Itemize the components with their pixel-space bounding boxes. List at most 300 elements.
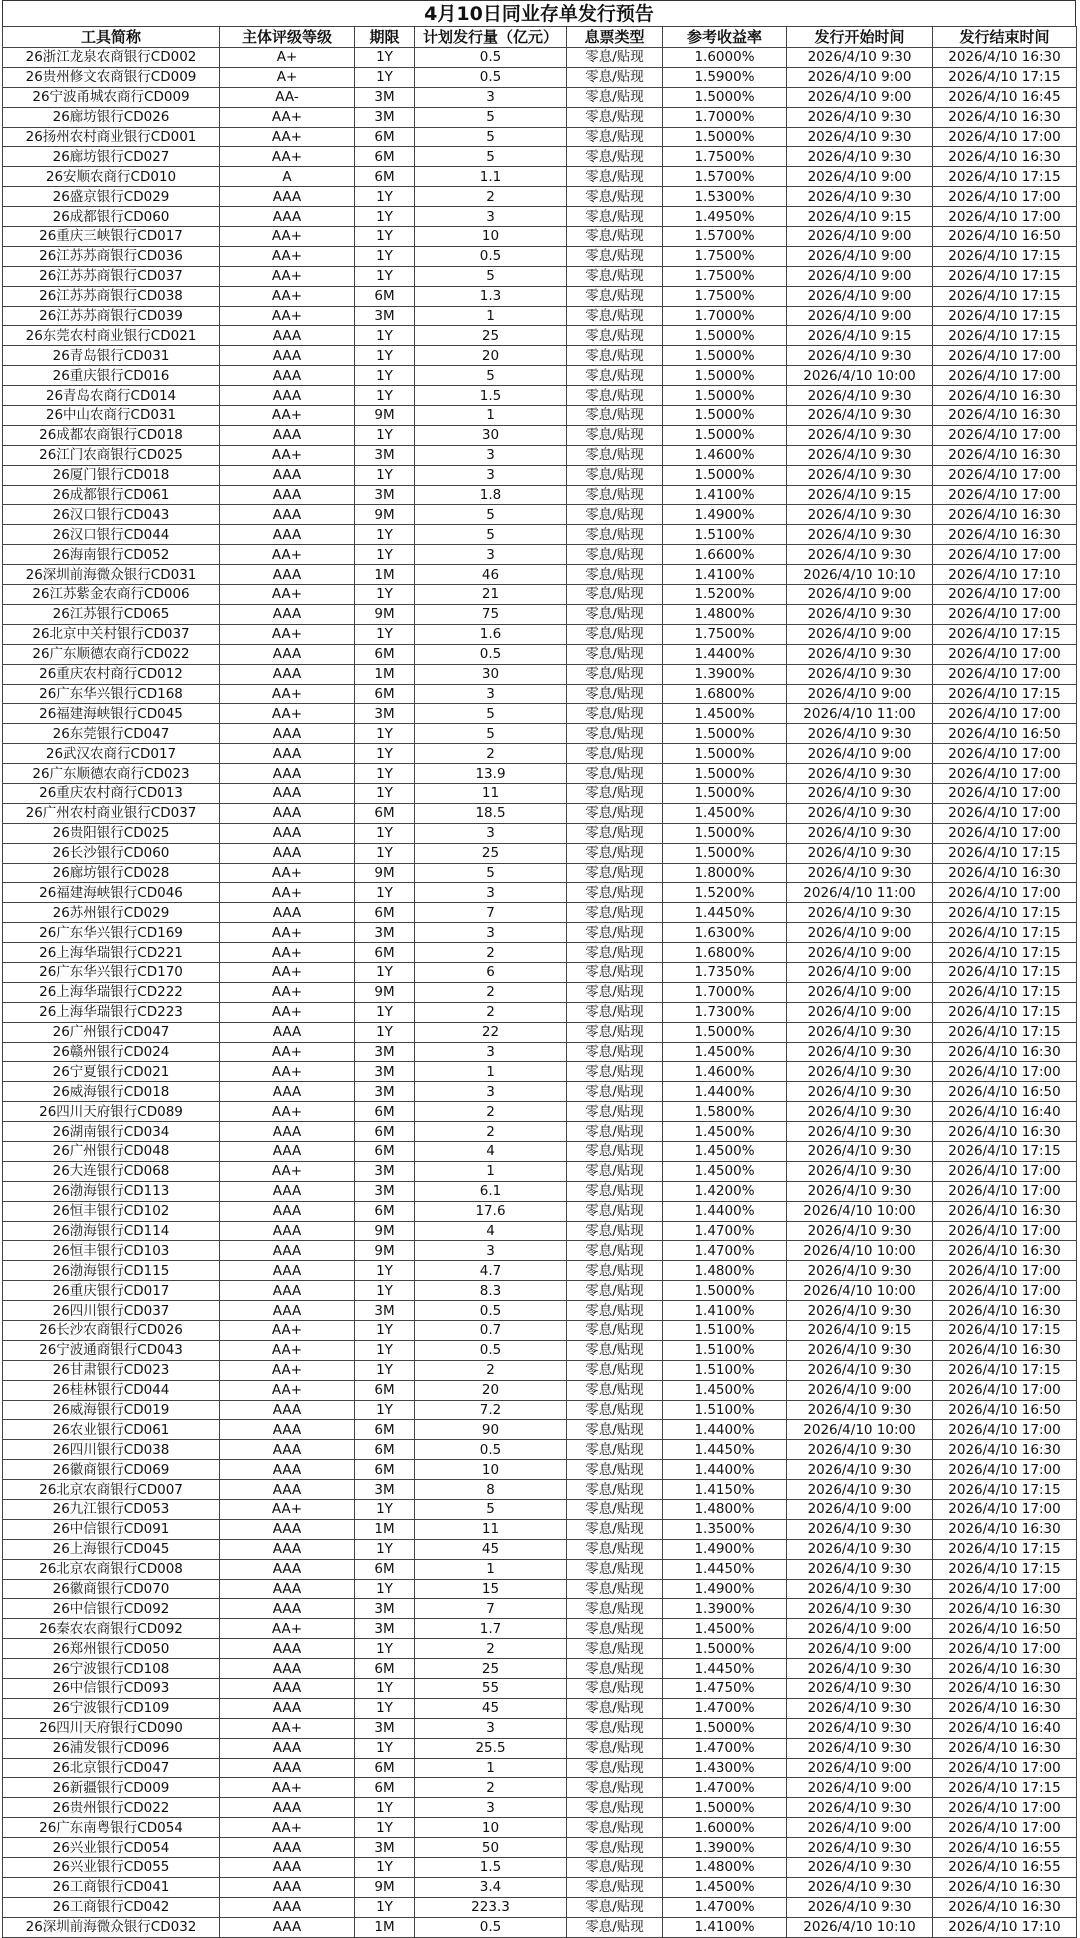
cell-yield: 1.5000% xyxy=(663,127,787,147)
cell-name: 26甘肃银行CD023 xyxy=(3,1360,220,1380)
cell-rating: AAA xyxy=(220,525,355,545)
table-row xyxy=(3,923,1077,943)
cell-coupon-type: 零息/贴现 xyxy=(567,1798,663,1818)
cell-end: 2026/4/10 17:15 xyxy=(933,1321,1077,1341)
table-row xyxy=(3,903,1077,923)
cell-coupon-type: 零息/贴现 xyxy=(567,425,663,445)
table-row xyxy=(3,1440,1077,1460)
cell-name: 26江苏苏商银行CD038 xyxy=(3,286,220,306)
cell-coupon-type: 零息/贴现 xyxy=(567,863,663,883)
cell-coupon-type: 零息/贴现 xyxy=(567,1122,663,1142)
cell-end: 2026/4/10 17:00 xyxy=(933,823,1077,843)
cell-amount: 30 xyxy=(415,425,567,445)
cell-rating: AAA xyxy=(220,485,355,505)
cell-term: 6M xyxy=(355,1778,415,1798)
cell-end: 2026/4/10 16:40 xyxy=(933,1718,1077,1738)
cell-rating: AAA xyxy=(220,1798,355,1818)
cell-rating: AAA xyxy=(220,1460,355,1480)
cell-amount: 0.7 xyxy=(415,1321,567,1341)
cell-start: 2026/4/10 11:00 xyxy=(787,883,933,903)
table-row xyxy=(3,127,1077,147)
cell-name: 26农业银行CD061 xyxy=(3,1420,220,1440)
cell-term: 6M xyxy=(355,943,415,963)
cell-coupon-type: 零息/贴现 xyxy=(567,445,663,465)
cell-start: 2026/4/10 10:00 xyxy=(787,1241,933,1261)
cell-rating: AA+ xyxy=(220,585,355,605)
cell-amount: 3 xyxy=(415,1241,567,1261)
cell-yield: 1.7350% xyxy=(663,962,787,982)
cell-amount: 3 xyxy=(415,1798,567,1818)
cell-name: 26徽商银行CD070 xyxy=(3,1579,220,1599)
cell-name: 26深圳前海微众银行CD031 xyxy=(3,565,220,585)
cell-name: 26广州银行CD048 xyxy=(3,1141,220,1161)
cell-amount: 22 xyxy=(415,1022,567,1042)
cell-term: 9M xyxy=(355,1241,415,1261)
cell-term: 1Y xyxy=(355,1321,415,1341)
cell-start: 2026/4/10 9:30 xyxy=(787,445,933,465)
table-row xyxy=(3,386,1077,406)
cell-coupon-type: 零息/贴现 xyxy=(567,1897,663,1917)
cell-name: 26恒丰银行CD102 xyxy=(3,1201,220,1221)
cell-yield: 1.5000% xyxy=(663,1639,787,1659)
cell-coupon-type: 零息/贴现 xyxy=(567,604,663,624)
cell-amount: 3.4 xyxy=(415,1877,567,1897)
cell-name: 26恒丰银行CD103 xyxy=(3,1241,220,1261)
cell-coupon-type: 零息/贴现 xyxy=(567,1599,663,1619)
cell-start: 2026/4/10 10:00 xyxy=(787,366,933,386)
cell-start: 2026/4/10 10:00 xyxy=(787,1281,933,1301)
cell-yield: 1.5000% xyxy=(663,783,787,803)
cell-term: 1M xyxy=(355,1917,415,1937)
table-row xyxy=(3,1281,1077,1301)
cell-amount: 1 xyxy=(415,1758,567,1778)
cell-name: 26四川天府银行CD089 xyxy=(3,1102,220,1122)
cell-yield: 1.4500% xyxy=(663,1161,787,1181)
cell-amount: 25 xyxy=(415,843,567,863)
cell-coupon-type: 零息/贴现 xyxy=(567,326,663,346)
cell-rating: AAA xyxy=(220,644,355,664)
cell-term: 6M xyxy=(355,1141,415,1161)
cell-end: 2026/4/10 17:15 xyxy=(933,246,1077,266)
cell-start: 2026/4/10 9:00 xyxy=(787,1639,933,1659)
table-row xyxy=(3,406,1077,426)
table-row xyxy=(3,87,1077,107)
cell-coupon-type: 零息/贴现 xyxy=(567,1758,663,1778)
cell-yield: 1.4700% xyxy=(663,1698,787,1718)
cell-rating: AA+ xyxy=(220,704,355,724)
cell-end: 2026/4/10 16:30 xyxy=(933,1738,1077,1758)
cell-coupon-type: 零息/贴现 xyxy=(567,1718,663,1738)
cell-end: 2026/4/10 17:00 xyxy=(933,664,1077,684)
cell-end: 2026/4/10 17:00 xyxy=(933,704,1077,724)
cell-name: 26四川银行CD037 xyxy=(3,1301,220,1321)
cell-start: 2026/4/10 9:30 xyxy=(787,1897,933,1917)
cell-amount: 3 xyxy=(415,87,567,107)
cell-rating: AAA xyxy=(220,207,355,227)
cell-yield: 1.5100% xyxy=(663,1321,787,1341)
cell-rating: AAA xyxy=(220,187,355,207)
cell-term: 1Y xyxy=(355,187,415,207)
cell-end: 2026/4/10 17:00 xyxy=(933,187,1077,207)
cell-amount: 5 xyxy=(415,863,567,883)
cell-start: 2026/4/10 9:00 xyxy=(787,306,933,326)
cell-end: 2026/4/10 17:15 xyxy=(933,286,1077,306)
cell-amount: 50 xyxy=(415,1838,567,1858)
cell-rating: AAA xyxy=(220,1221,355,1241)
cell-amount: 2 xyxy=(415,1122,567,1142)
cell-coupon-type: 零息/贴现 xyxy=(567,1619,663,1639)
cell-term: 1Y xyxy=(355,962,415,982)
cell-end: 2026/4/10 17:10 xyxy=(933,565,1077,585)
cell-yield: 1.4900% xyxy=(663,1539,787,1559)
cell-term: 3M xyxy=(355,485,415,505)
cell-amount: 18.5 xyxy=(415,803,567,823)
cell-end: 2026/4/10 16:30 xyxy=(933,863,1077,883)
cell-rating: AAA xyxy=(220,565,355,585)
cell-rating: AAA xyxy=(220,1241,355,1261)
cell-coupon-type: 零息/贴现 xyxy=(567,525,663,545)
cell-coupon-type: 零息/贴现 xyxy=(567,624,663,644)
cell-rating: AA+ xyxy=(220,1002,355,1022)
cell-yield: 1.4900% xyxy=(663,505,787,525)
cell-end: 2026/4/10 17:15 xyxy=(933,962,1077,982)
cell-rating: AA- xyxy=(220,87,355,107)
cell-yield: 1.5000% xyxy=(663,843,787,863)
cell-start: 2026/4/10 9:30 xyxy=(787,1102,933,1122)
table-row xyxy=(3,48,1077,68)
cell-coupon-type: 零息/贴现 xyxy=(567,744,663,764)
cell-name: 26贵州银行CD022 xyxy=(3,1798,220,1818)
cell-term: 9M xyxy=(355,1221,415,1241)
cell-term: 1Y xyxy=(355,246,415,266)
table-row xyxy=(3,565,1077,585)
col-header-coupon-type: 息票类型 xyxy=(567,27,663,48)
cell-rating: AAA xyxy=(220,1579,355,1599)
cell-name: 26宁波银行CD109 xyxy=(3,1698,220,1718)
cell-name: 26东莞农村商业银行CD021 xyxy=(3,326,220,346)
cell-name: 26深圳前海微众银行CD032 xyxy=(3,1917,220,1937)
cell-end: 2026/4/10 16:30 xyxy=(933,445,1077,465)
cell-yield: 1.5200% xyxy=(663,585,787,605)
cell-start: 2026/4/10 9:30 xyxy=(787,187,933,207)
cell-coupon-type: 零息/贴现 xyxy=(567,1201,663,1221)
cell-name: 26北京农商银行CD007 xyxy=(3,1480,220,1500)
col-header-name: 工具简称 xyxy=(3,27,220,48)
cell-amount: 0.5 xyxy=(415,1301,567,1321)
cell-end: 2026/4/10 16:30 xyxy=(933,1679,1077,1699)
table-row xyxy=(3,1082,1077,1102)
cell-amount: 3 xyxy=(415,1718,567,1738)
cell-amount: 8 xyxy=(415,1480,567,1500)
cell-term: 1Y xyxy=(355,525,415,545)
cell-amount: 1.6 xyxy=(415,624,567,644)
cell-amount: 0.5 xyxy=(415,246,567,266)
cell-rating: AA+ xyxy=(220,624,355,644)
table-row xyxy=(3,227,1077,247)
table-row xyxy=(3,704,1077,724)
cell-amount: 1 xyxy=(415,406,567,426)
cell-coupon-type: 零息/贴现 xyxy=(567,207,663,227)
table-row xyxy=(3,1002,1077,1022)
table-row xyxy=(3,1659,1077,1679)
cell-yield: 1.5700% xyxy=(663,167,787,187)
cell-coupon-type: 零息/贴现 xyxy=(567,107,663,127)
cell-coupon-type: 零息/贴现 xyxy=(567,465,663,485)
cell-term: 1Y xyxy=(355,1539,415,1559)
cell-start: 2026/4/10 10:00 xyxy=(787,1420,933,1440)
cell-amount: 30 xyxy=(415,664,567,684)
cell-name: 26广东顺德农商行CD022 xyxy=(3,644,220,664)
table-row xyxy=(3,286,1077,306)
cell-coupon-type: 零息/贴现 xyxy=(567,803,663,823)
table-row xyxy=(3,1599,1077,1619)
cell-coupon-type: 零息/贴现 xyxy=(567,505,663,525)
cell-rating: AAA xyxy=(220,1838,355,1858)
cell-yield: 1.4750% xyxy=(663,1679,787,1699)
cell-rating: AAA xyxy=(220,1420,355,1440)
cell-coupon-type: 零息/贴现 xyxy=(567,1480,663,1500)
cell-rating: AAA xyxy=(220,664,355,684)
cell-coupon-type: 零息/贴现 xyxy=(567,943,663,963)
cell-term: 6M xyxy=(355,1102,415,1122)
cell-yield: 1.5000% xyxy=(663,406,787,426)
cell-amount: 4 xyxy=(415,1221,567,1241)
table-row xyxy=(3,366,1077,386)
cell-start: 2026/4/10 9:30 xyxy=(787,1659,933,1679)
table-row xyxy=(3,1321,1077,1341)
cell-name: 26廊坊银行CD028 xyxy=(3,863,220,883)
cell-name: 26江苏紫金农商行CD006 xyxy=(3,585,220,605)
cell-name: 26江苏银行CD065 xyxy=(3,604,220,624)
table-row xyxy=(3,207,1077,227)
cell-start: 2026/4/10 9:30 xyxy=(787,127,933,147)
table-row xyxy=(3,246,1077,266)
cell-end: 2026/4/10 17:00 xyxy=(933,1161,1077,1181)
cell-coupon-type: 零息/贴现 xyxy=(567,1082,663,1102)
cell-amount: 13.9 xyxy=(415,764,567,784)
cell-term: 6M xyxy=(355,803,415,823)
cell-end: 2026/4/10 17:00 xyxy=(933,1639,1077,1659)
cell-end: 2026/4/10 17:00 xyxy=(933,465,1077,485)
cell-term: 3M xyxy=(355,1181,415,1201)
cell-name: 26上海华瑞银行CD221 xyxy=(3,943,220,963)
cell-yield: 1.4700% xyxy=(663,1778,787,1798)
cell-start: 2026/4/10 9:00 xyxy=(787,982,933,1002)
cell-name: 26上海华瑞银行CD223 xyxy=(3,1002,220,1022)
cell-end: 2026/4/10 17:00 xyxy=(933,744,1077,764)
cell-start: 2026/4/10 9:30 xyxy=(787,1181,933,1201)
cell-rating: AAA xyxy=(220,744,355,764)
cell-term: 1Y xyxy=(355,1738,415,1758)
table-row xyxy=(3,843,1077,863)
cell-rating: AA+ xyxy=(220,982,355,1002)
cell-rating: AAA xyxy=(220,1141,355,1161)
cell-coupon-type: 零息/贴现 xyxy=(567,1500,663,1520)
cell-coupon-type: 零息/贴现 xyxy=(567,1340,663,1360)
table-row xyxy=(3,1818,1077,1838)
table-row xyxy=(3,1460,1077,1480)
cell-term: 9M xyxy=(355,604,415,624)
cell-yield: 1.4450% xyxy=(663,1559,787,1579)
cell-amount: 8.3 xyxy=(415,1281,567,1301)
cell-yield: 1.4600% xyxy=(663,1062,787,1082)
table-row xyxy=(3,883,1077,903)
cell-term: 3M xyxy=(355,1161,415,1181)
cell-start: 2026/4/10 9:30 xyxy=(787,1738,933,1758)
table-row xyxy=(3,1480,1077,1500)
cell-coupon-type: 零息/贴现 xyxy=(567,147,663,167)
table-row xyxy=(3,664,1077,684)
cell-end: 2026/4/10 17:00 xyxy=(933,644,1077,664)
cell-name: 26渤海银行CD115 xyxy=(3,1261,220,1281)
table-row xyxy=(3,1340,1077,1360)
cell-amount: 11 xyxy=(415,783,567,803)
cell-term: 6M xyxy=(355,1420,415,1440)
cell-name: 26郑州银行CD050 xyxy=(3,1639,220,1659)
cell-yield: 1.8000% xyxy=(663,863,787,883)
cell-yield: 1.6300% xyxy=(663,923,787,943)
cell-yield: 1.4500% xyxy=(663,1122,787,1142)
cell-end: 2026/4/10 16:30 xyxy=(933,1659,1077,1679)
cell-coupon-type: 零息/贴现 xyxy=(567,1022,663,1042)
cell-coupon-type: 零息/贴现 xyxy=(567,724,663,744)
cell-start: 2026/4/10 9:30 xyxy=(787,843,933,863)
cell-end: 2026/4/10 16:50 xyxy=(933,1619,1077,1639)
table-row xyxy=(3,1679,1077,1699)
table-row xyxy=(3,982,1077,1002)
cell-coupon-type: 零息/贴现 xyxy=(567,962,663,982)
cell-term: 1Y xyxy=(355,48,415,68)
cell-start: 2026/4/10 9:00 xyxy=(787,943,933,963)
cell-name: 26宁波银行CD108 xyxy=(3,1659,220,1679)
cell-start: 2026/4/10 9:30 xyxy=(787,107,933,127)
cell-coupon-type: 零息/贴现 xyxy=(567,306,663,326)
table-row xyxy=(3,1141,1077,1161)
cell-name: 26兴业银行CD054 xyxy=(3,1838,220,1858)
cell-coupon-type: 零息/贴现 xyxy=(567,1321,663,1341)
cell-amount: 46 xyxy=(415,565,567,585)
cell-start: 2026/4/10 9:30 xyxy=(787,1679,933,1699)
cell-coupon-type: 零息/贴现 xyxy=(567,1301,663,1321)
cell-coupon-type: 零息/贴现 xyxy=(567,1400,663,1420)
cell-yield: 1.4450% xyxy=(663,1659,787,1679)
cell-term: 1Y xyxy=(355,744,415,764)
cell-term: 1Y xyxy=(355,207,415,227)
cell-amount: 10 xyxy=(415,1818,567,1838)
cell-end: 2026/4/10 16:30 xyxy=(933,1897,1077,1917)
cell-name: 26贵州修文农商银行CD009 xyxy=(3,67,220,87)
cell-rating: AA+ xyxy=(220,1161,355,1181)
cell-amount: 17.6 xyxy=(415,1201,567,1221)
cell-rating: AA+ xyxy=(220,1818,355,1838)
cell-yield: 1.5000% xyxy=(663,764,787,784)
cell-yield: 1.4300% xyxy=(663,1758,787,1778)
cell-coupon-type: 零息/贴现 xyxy=(567,1519,663,1539)
cell-end: 2026/4/10 17:00 xyxy=(933,764,1077,784)
cell-yield: 1.7500% xyxy=(663,246,787,266)
cell-rating: AAA xyxy=(220,764,355,784)
cell-amount: 2 xyxy=(415,1002,567,1022)
cell-name: 26宁波通商银行CD043 xyxy=(3,1340,220,1360)
cell-yield: 1.4900% xyxy=(663,1579,787,1599)
cell-amount: 0.5 xyxy=(415,1917,567,1937)
cell-coupon-type: 零息/贴现 xyxy=(567,87,663,107)
cell-coupon-type: 零息/贴现 xyxy=(567,1360,663,1380)
cell-end: 2026/4/10 16:30 xyxy=(933,1877,1077,1897)
cell-rating: AA+ xyxy=(220,943,355,963)
cell-yield: 1.4500% xyxy=(663,1141,787,1161)
table-row xyxy=(3,1778,1077,1798)
cell-term: 6M xyxy=(355,903,415,923)
cell-term: 1Y xyxy=(355,843,415,863)
cell-name: 26盛京银行CD029 xyxy=(3,187,220,207)
table-row xyxy=(3,1718,1077,1738)
cell-name: 26汉口银行CD043 xyxy=(3,505,220,525)
cell-start: 2026/4/10 9:30 xyxy=(787,1480,933,1500)
cell-amount: 4.7 xyxy=(415,1261,567,1281)
cell-rating: AA+ xyxy=(220,923,355,943)
cell-term: 1M xyxy=(355,1519,415,1539)
cell-end: 2026/4/10 16:50 xyxy=(933,1400,1077,1420)
table-row xyxy=(3,425,1077,445)
cell-yield: 1.5900% xyxy=(663,67,787,87)
table-row xyxy=(3,67,1077,87)
cell-yield: 1.7000% xyxy=(663,982,787,1002)
cell-amount: 90 xyxy=(415,1420,567,1440)
cell-start: 2026/4/10 9:30 xyxy=(787,1400,933,1420)
cell-rating: AA+ xyxy=(220,406,355,426)
cell-amount: 223.3 xyxy=(415,1897,567,1917)
cell-start: 2026/4/10 9:30 xyxy=(787,406,933,426)
cell-name: 26渤海银行CD114 xyxy=(3,1221,220,1241)
cell-term: 1Y xyxy=(355,366,415,386)
cell-end: 2026/4/10 17:15 xyxy=(933,1141,1077,1161)
cell-end: 2026/4/10 17:15 xyxy=(933,326,1077,346)
cell-rating: AAA xyxy=(220,1738,355,1758)
cell-name: 26中信银行CD093 xyxy=(3,1679,220,1699)
cell-rating: AA+ xyxy=(220,545,355,565)
cell-start: 2026/4/10 9:30 xyxy=(787,644,933,664)
cell-coupon-type: 零息/贴现 xyxy=(567,1161,663,1181)
cell-end: 2026/4/10 16:30 xyxy=(933,1519,1077,1539)
cell-coupon-type: 零息/贴现 xyxy=(567,644,663,664)
cell-end: 2026/4/10 17:15 xyxy=(933,923,1077,943)
cell-coupon-type: 零息/贴现 xyxy=(567,903,663,923)
cell-name: 26武汉农商行CD017 xyxy=(3,744,220,764)
cell-start: 2026/4/10 9:00 xyxy=(787,286,933,306)
cell-amount: 3 xyxy=(415,684,567,704)
cell-amount: 1.5 xyxy=(415,1858,567,1878)
cell-name: 26新疆银行CD009 xyxy=(3,1778,220,1798)
cell-yield: 1.5000% xyxy=(663,87,787,107)
cell-term: 1M xyxy=(355,664,415,684)
cell-term: 3M xyxy=(355,445,415,465)
cell-end: 2026/4/10 17:00 xyxy=(933,545,1077,565)
table-row xyxy=(3,1579,1077,1599)
cell-yield: 1.4400% xyxy=(663,1420,787,1440)
cell-amount: 75 xyxy=(415,604,567,624)
cell-rating: AAA xyxy=(220,1400,355,1420)
table-row xyxy=(3,1201,1077,1221)
cell-end: 2026/4/10 17:00 xyxy=(933,1500,1077,1520)
cell-coupon-type: 零息/贴现 xyxy=(567,1420,663,1440)
cell-end: 2026/4/10 17:00 xyxy=(933,1221,1077,1241)
cell-rating: AAA xyxy=(220,1082,355,1102)
table-row xyxy=(3,1500,1077,1520)
cell-term: 6M xyxy=(355,1201,415,1221)
cell-rating: AA+ xyxy=(220,286,355,306)
cell-amount: 1 xyxy=(415,1062,567,1082)
